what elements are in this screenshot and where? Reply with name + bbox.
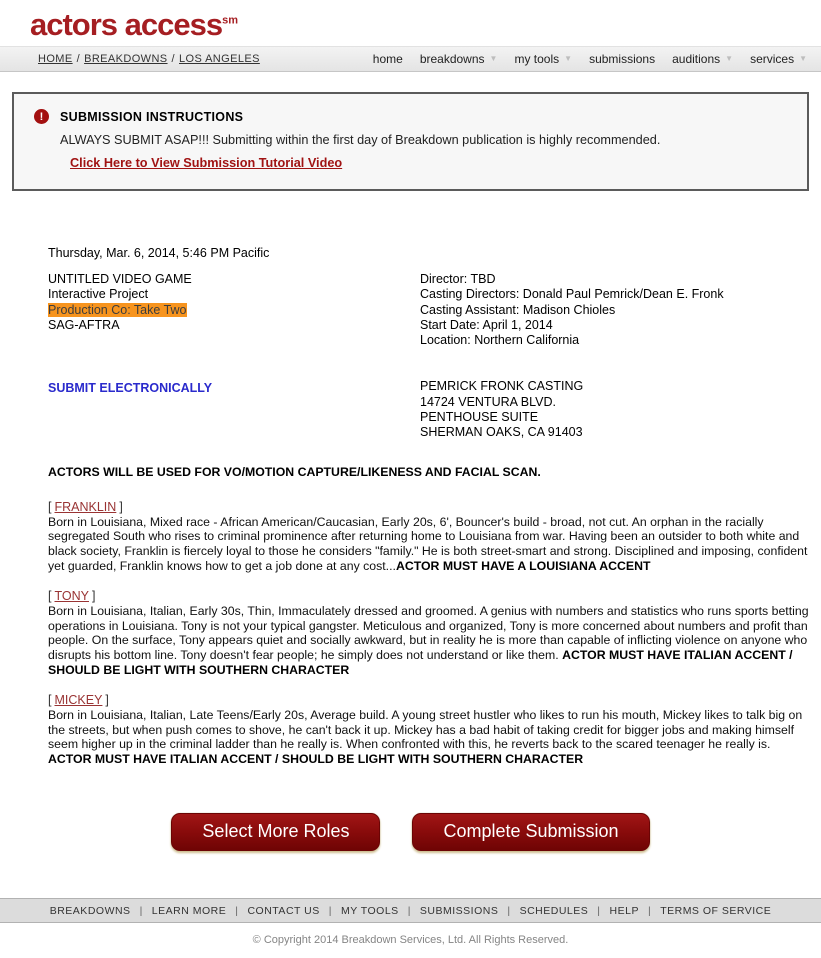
role-description: Born in Louisiana, Italian, Early 30s, Thin, Immaculately dressed and groomed. A genius with numbers and statistics who runs sports betting operations in Louisiana. Tony is not your typical gangster. Meticulous and organized, Tony is more concerned about numbers and profit than people. On the surface, Tony appears quiet and socially awkward, but in reality he is more than capable of inflicting violence on anyone who disrupts his bottom line. Tony doesn't fear people; he simply does not understand or like them. ACTOR MUST HAVE ITALIAN ACCENT / SHOULD BE LIGHT WITH SOUTHERN CHARACTER: [48, 603, 809, 678]
role-link-mickey[interactable]: MICKEY: [54, 692, 103, 707]
submission-instructions-box: [12, 92, 809, 191]
breadcrumb-los-angeles[interactable]: LOS ANGELES: [179, 53, 260, 65]
address-line: PEMRICK FRONK CASTING: [420, 379, 584, 394]
address-line: 14724 VENTURA BLVD.: [420, 394, 556, 409]
footer-link-help[interactable]: HELP: [609, 904, 639, 917]
footer-separator: |: [139, 904, 143, 917]
footer-link-terms-of-service[interactable]: TERMS OF SERVICE: [660, 904, 772, 917]
role-requirement: ACTOR MUST HAVE A LOUISIANA ACCENT: [395, 559, 651, 574]
role-section-franklin: [48, 500, 810, 574]
role-requirement: ACTOR MUST HAVE ITALIAN ACCENT / SHOULD BE LIGHT WITH SOUTHERN CHARACTER: [48, 648, 793, 678]
alert-message: ALWAYS SUBMIT ASAP!!! Submitting within the first day of Breakdown publication is highly recommended.: [60, 133, 661, 147]
submit-electronically-link[interactable]: SUBMIT ELECTRONICALLY: [48, 381, 213, 396]
project-details: [420, 272, 807, 348]
main-nav: [373, 52, 807, 66]
nav-item-home[interactable]: [373, 52, 403, 66]
footer-link-bar: [0, 898, 821, 923]
detail-casting-directors: Casting Directors: Donald Paul Pemrick/Dean E. Fronk: [420, 287, 724, 302]
project-info-row: [48, 272, 807, 348]
breadcrumb-home[interactable]: HOME: [38, 53, 73, 65]
nav-item-services[interactable]: [750, 52, 807, 66]
role-requirement: ACTOR MUST HAVE ITALIAN ACCENT / SHOULD BE LIGHT WITH SOUTHERN CHARACTER: [48, 752, 584, 767]
address-line: PENTHOUSE SUITE: [420, 410, 539, 425]
detail-director: Director: TBD: [420, 272, 496, 286]
chevron-down-icon: ▼: [489, 54, 498, 63]
breadcrumb-separator: /: [171, 53, 176, 65]
project-summary: [48, 272, 420, 348]
breadcrumb: [38, 53, 260, 65]
footer-separator: |: [647, 904, 652, 917]
detail-casting-assistant: Casting Assistant: Madison Chioles: [420, 302, 616, 317]
detail-location: Location: Northern California: [420, 333, 580, 348]
breadcrumb-breakdowns[interactable]: BREAKDOWNS: [84, 53, 168, 65]
project-union: SAG-AFTRA: [48, 317, 120, 332]
nav-label: services: [750, 52, 795, 66]
footer-separator: |: [597, 904, 601, 917]
nav-item-breakdowns[interactable]: [420, 52, 498, 66]
role-heading: [48, 693, 810, 707]
role-section-mickey: [48, 693, 810, 767]
usage-note: ACTORS WILL BE USED FOR VO/MOTION CAPTURE/LIKENESS AND FACIAL SCAN.: [48, 464, 541, 479]
nav-item-submissions[interactable]: [589, 52, 655, 66]
footer-link-submissions[interactable]: SUBMISSIONS: [419, 904, 499, 917]
actors-access-logo[interactable]: [30, 7, 238, 43]
role-heading: [48, 589, 810, 603]
listing-content: [0, 246, 821, 767]
top-navbar: [0, 46, 821, 72]
submit-row: [48, 379, 807, 440]
address-line: SHERMAN OAKS, CA 91403: [420, 425, 583, 440]
role-description: Born in Louisiana, Italian, Late Teens/Early 20s, Average build. A young street hustler who likes to run his mouth, Mickey likes to talk big on the streets, but when push comes to shove, he can't back it up. Mickey has a bad habit of taking credit for bigger jobs and making himself seem higher up in the criminal ladder than he really is. When confronted with this, he reverts back to the scared teenager he really is. ACTOR MUST HAVE ITALIAN ACCENT / SHOULD BE LIGHT WITH SOUTHERN CHARACTER: [48, 707, 803, 767]
alert-exclamation-icon: !: [34, 109, 49, 124]
footer-link-breakdowns[interactable]: BREAKDOWNS: [49, 904, 131, 917]
logo-sm-mark: sm: [222, 14, 239, 27]
select-more-roles-button[interactable]: Select More Roles: [171, 813, 380, 851]
header: [0, 0, 821, 46]
tutorial-video-link[interactable]: Click Here to View Submission Tutorial Video: [70, 156, 343, 170]
footer-separator: |: [235, 904, 239, 917]
detail-start-date: Start Date: April 1, 2014: [420, 317, 553, 332]
action-buttons: [0, 813, 821, 851]
footer-link-schedules[interactable]: SCHEDULES: [519, 904, 589, 917]
nav-label: home: [372, 52, 403, 66]
role-heading: [48, 500, 810, 514]
project-type: Interactive Project: [48, 287, 149, 302]
copyright-notice: © Copyright 2014 Breakdown Services, Ltd. All Rights Reserved.: [252, 934, 569, 947]
bracket: [: [48, 588, 52, 603]
role-link-tony[interactable]: TONY: [54, 588, 89, 603]
publication-timestamp: Thursday, Mar. 6, 2014, 5:46 PM Pacific: [48, 246, 270, 260]
footer-separator: |: [507, 904, 511, 917]
bracket: [: [48, 692, 52, 707]
complete-submission-button[interactable]: Complete Submission: [412, 813, 649, 851]
chevron-down-icon: ▼: [799, 54, 807, 63]
footer-separator: |: [407, 904, 411, 917]
project-title: UNTITLED VIDEO GAME: [48, 272, 192, 286]
nav-item-my-tools[interactable]: [514, 52, 572, 66]
bracket: [: [48, 499, 52, 514]
bracket: ]: [105, 692, 109, 707]
logo-text: actors access: [30, 7, 223, 42]
footer-link-contact-us[interactable]: CONTACT US: [247, 904, 320, 917]
bracket: ]: [91, 588, 96, 603]
alert-title: SUBMISSION INSTRUCTIONS: [60, 109, 244, 124]
footer-link-my-tools[interactable]: MY TOOLS: [340, 904, 399, 917]
nav-label: auditions: [672, 52, 721, 66]
nav-item-auditions[interactable]: [672, 52, 733, 66]
casting-address: [420, 379, 807, 440]
role-section-tony: [48, 589, 810, 678]
role-description: Born in Louisiana, Mixed race - African American/Caucasian, Early 20s, 6', Bouncer's build - broad, not cut. An orphan in the racially segregated South who rises to criminal prominence after returning home to Louisiana from war. Having been an outsider to both white and black society, Franklin is fiercely loyal to those he considers "family." He is both street-smart and strong. Disciplined and imposing, confident yet guarded, Franklin knows how to get a job done at any cost...ACTOR MUST HAVE A LOUISIANA ACCENT: [48, 514, 808, 574]
nav-label: my tools: [514, 52, 560, 66]
nav-label: breakdowns: [419, 52, 485, 66]
role-link-franklin[interactable]: FRANKLIN: [54, 499, 117, 514]
breadcrumb-separator: /: [76, 53, 81, 65]
footer-separator: |: [328, 904, 332, 917]
chevron-down-icon: ▼: [564, 54, 573, 63]
nav-label: submissions: [589, 52, 656, 66]
production-company-highlight: Production Co: Take Two: [48, 302, 187, 317]
chevron-down-icon: ▼: [725, 54, 734, 63]
bracket: ]: [119, 499, 123, 514]
footer-link-learn-more[interactable]: LEARN MORE: [151, 904, 227, 917]
